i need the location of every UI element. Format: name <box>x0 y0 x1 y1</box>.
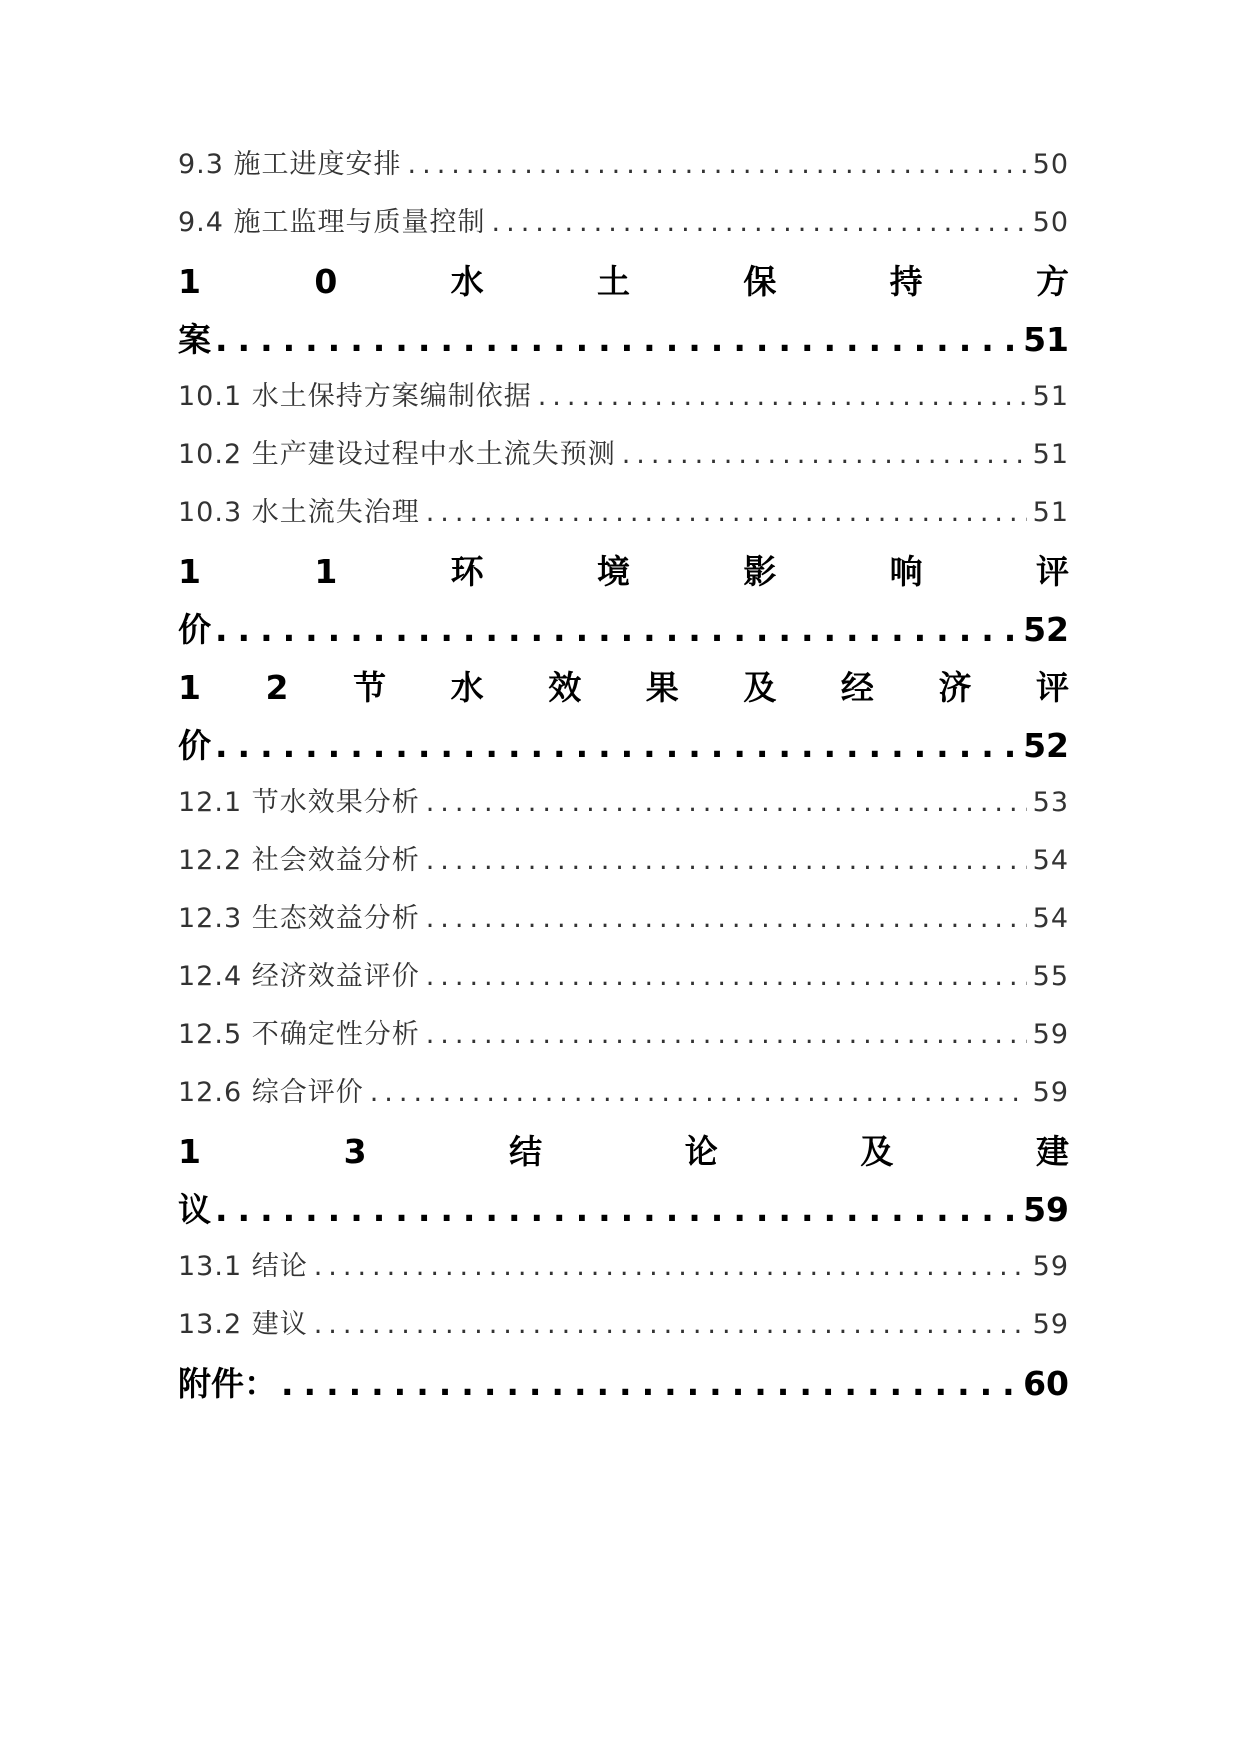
dot-leader <box>492 207 1027 238</box>
dot-leader <box>215 320 1019 359</box>
toc-entry-title: 10.1 水土保持方案编制依据 <box>178 381 532 412</box>
heading-char: 济 <box>938 668 972 707</box>
toc-entry-12-3[interactable] <box>178 896 1069 935</box>
toc-entry-12-6[interactable] <box>178 1070 1069 1109</box>
toc-entry-title: 12.3 生态效益分析 <box>178 903 420 934</box>
toc-entry-13-1[interactable] <box>178 1244 1069 1283</box>
toc-entry-12-1[interactable] <box>178 780 1069 819</box>
heading-char: 水 <box>450 262 484 301</box>
toc-entry-page: 52 <box>1023 610 1069 649</box>
heading-char: 建 <box>1035 1132 1069 1171</box>
toc-entry-13-2[interactable] <box>178 1302 1069 1341</box>
dot-leader <box>314 1309 1027 1340</box>
toc-entry-title: 12.6 综合评价 <box>178 1077 364 1108</box>
heading-char: 及 <box>860 1132 894 1171</box>
heading-char: 论 <box>684 1132 718 1171</box>
dot-leader <box>215 610 1019 649</box>
heading-char: 1 <box>314 552 338 591</box>
heading-char: 水 <box>450 668 484 707</box>
heading-char: 影 <box>743 552 777 591</box>
toc-entry-page: 51 <box>1023 320 1069 359</box>
dot-leader <box>538 381 1027 412</box>
dot-leader <box>215 1190 1019 1229</box>
heading-char: 保 <box>743 262 777 301</box>
toc-entry-page: 55 <box>1032 961 1069 992</box>
toc-entry-10-1[interactable] <box>178 374 1069 413</box>
dot-leader <box>281 1364 1019 1403</box>
toc-chapter-12-tail[interactable] <box>178 720 1069 767</box>
toc-entry-12-2[interactable] <box>178 838 1069 877</box>
heading-last-char: 价 <box>178 726 211 765</box>
dot-leader <box>408 149 1027 180</box>
toc-chapter-11-tail[interactable] <box>178 604 1069 651</box>
toc-chapter-13-tail[interactable] <box>178 1184 1069 1231</box>
heading-char: 境 <box>596 552 630 591</box>
heading-char: 持 <box>889 262 923 301</box>
toc-entry-page: 51 <box>1032 439 1069 470</box>
toc-entry-title: 12.5 不确定性分析 <box>178 1019 420 1050</box>
toc-entry-page: 59 <box>1032 1309 1069 1340</box>
toc-entry-page: 59 <box>1032 1251 1069 1282</box>
heading-char: 环 <box>450 552 484 591</box>
toc-entry-page: 59 <box>1023 1190 1069 1229</box>
toc-chapter-10-heading[interactable] <box>178 256 1069 303</box>
toc-entry-title: 9.4 施工监理与质量控制 <box>178 207 486 238</box>
heading-last-char: 案 <box>178 320 211 359</box>
heading-char: 1 <box>178 668 201 707</box>
heading-char: 方 <box>1036 262 1069 301</box>
toc-entry-12-5[interactable] <box>178 1012 1069 1051</box>
dot-leader <box>426 845 1027 876</box>
heading-char: 1 <box>178 552 201 591</box>
heading-char: 评 <box>1036 552 1069 591</box>
heading-last-char: 价 <box>178 610 211 649</box>
toc-entry-title: 12.4 经济效益评价 <box>178 961 420 992</box>
heading-char: 及 <box>743 668 777 707</box>
toc-entry-page: 53 <box>1032 787 1069 818</box>
heading-char: 1 <box>178 262 201 301</box>
toc-entry-10-2[interactable] <box>178 432 1069 471</box>
toc-entry-title: 附件： <box>178 1364 277 1403</box>
heading-char: 3 <box>343 1132 367 1171</box>
heading-char: 0 <box>314 262 338 301</box>
toc-entry-title: 10.3 水土流失治理 <box>178 497 420 528</box>
heading-char: 1 <box>178 1132 201 1171</box>
toc-entry-page: 54 <box>1032 845 1069 876</box>
toc-entry-page: 50 <box>1032 149 1069 180</box>
heading-char: 果 <box>645 668 679 707</box>
toc-entry-9-4[interactable] <box>178 200 1069 239</box>
dot-leader <box>426 961 1027 992</box>
toc-entry-12-4[interactable] <box>178 954 1069 993</box>
heading-char: 响 <box>889 552 923 591</box>
toc-entry-10-3[interactable] <box>178 490 1069 529</box>
toc-entry-title: 13.2 建议 <box>178 1309 308 1340</box>
dot-leader <box>426 497 1027 528</box>
dot-leader <box>215 726 1019 765</box>
toc-entry-title: 13.1 结论 <box>178 1251 308 1282</box>
toc-chapter-11-heading[interactable] <box>178 546 1069 593</box>
toc-entry-9-3[interactable] <box>178 142 1069 181</box>
heading-last-char: 议 <box>178 1190 211 1229</box>
dot-leader <box>370 1077 1027 1108</box>
toc-entry-page: 51 <box>1032 497 1069 528</box>
toc-chapter-13-heading[interactable] <box>178 1126 1069 1173</box>
toc-entry-title: 12.2 社会效益分析 <box>178 845 420 876</box>
toc-entry-page: 51 <box>1032 381 1069 412</box>
heading-char: 节 <box>353 668 387 707</box>
toc-entry-page: 50 <box>1032 207 1069 238</box>
toc-chapter-10-tail[interactable] <box>178 314 1069 361</box>
dot-leader <box>622 439 1027 470</box>
heading-char: 经 <box>840 668 874 707</box>
toc-entry-page: 59 <box>1032 1077 1069 1108</box>
dot-leader <box>426 1019 1027 1050</box>
toc-entry-page: 52 <box>1023 726 1069 765</box>
heading-char: 结 <box>509 1132 543 1171</box>
toc-entry-page: 54 <box>1032 903 1069 934</box>
dot-leader <box>426 903 1027 934</box>
dot-leader <box>426 787 1027 818</box>
toc-entry-title: 12.1 节水效果分析 <box>178 787 420 818</box>
toc-entry-title: 9.3 施工进度安排 <box>178 149 402 180</box>
heading-char: 评 <box>1036 668 1069 707</box>
toc-chapter-12-heading[interactable] <box>178 662 1069 709</box>
heading-char: 2 <box>265 668 289 707</box>
toc-entry-page: 59 <box>1032 1019 1069 1050</box>
heading-char: 效 <box>548 668 582 707</box>
dot-leader <box>314 1251 1027 1282</box>
heading-char: 土 <box>596 262 630 301</box>
toc-appendix[interactable] <box>178 1358 1069 1405</box>
toc-entry-page: 60 <box>1023 1364 1069 1403</box>
toc-entry-title: 10.2 生产建设过程中水土流失预测 <box>178 439 616 470</box>
